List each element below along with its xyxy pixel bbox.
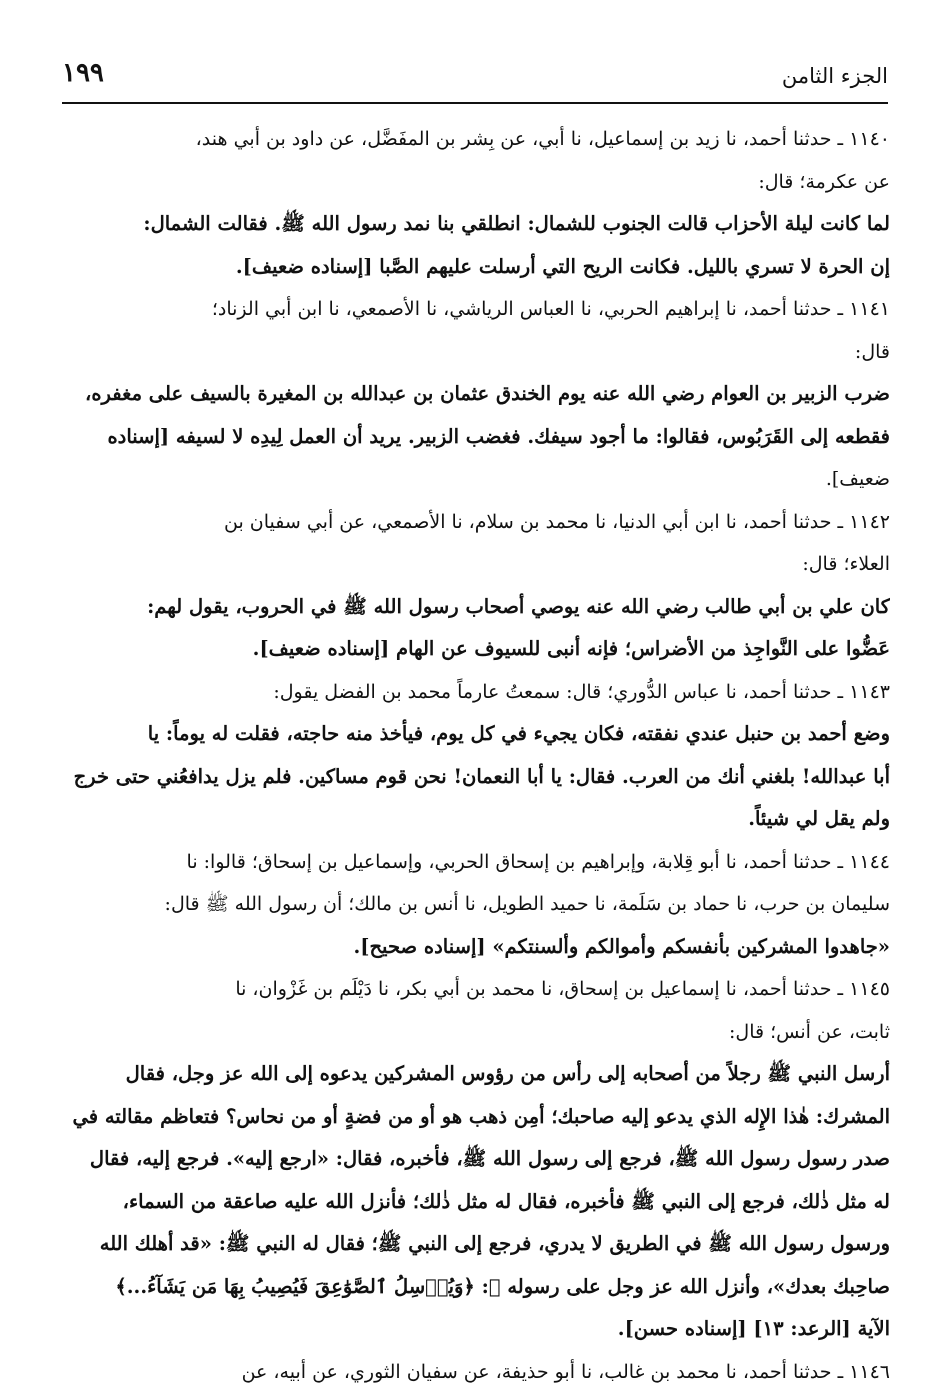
page-number: ١٩٩: [62, 58, 104, 88]
text-line: لما كانت ليلة الأحزاب قالت الجنوب للشمال: انطلقي بنا نمد رسول الله ﷺ. فقالت الشمال:: [48, 203, 890, 246]
text-line: قال:: [48, 331, 890, 374]
running-title: الجزء الثامن: [782, 64, 888, 88]
text-line: ضعيف].: [48, 458, 890, 501]
page-header: [62, 58, 888, 104]
text-line: ١١٤٥ ـ حدثنا أحمد، نا إسماعيل بن إسحاق، نا محمد بن أبي بكر، نا دَيْلَم بن غَزْوان، نا: [48, 968, 890, 1011]
page-body: [48, 118, 890, 1393]
text-line: أبا عبدالله! بلغني أنك من العرب. فقال: يا أبا النعمان! نحن قوم مساكين. فلم يزل يدافعُني حتى خرج: [48, 756, 890, 799]
text-line: ١١٤٣ ـ حدثنا أحمد، نا عباس الدُّوري؛ قال: سمعتُ عارماً محمد بن الفضل يقول:: [48, 671, 890, 714]
text-line: المشرك: هٰذا الإِله الذي يدعو إليه صاحبك؛ أمِن ذهب هو أو من فضةٍ أو من نحاس؟ فتعاظم مقالته في: [48, 1096, 890, 1139]
text-line: ١١٤٦ ـ حدثنا أحمد، نا محمد بن غالب، نا أبو حذيفة، عن سفيان الثوري، عن أبيه، عن: [48, 1351, 890, 1393]
text-line: عَضُّوا على النَّواجِذ من الأضراس؛ فإنه أنبى للسيوف عن الهام [إسناده ضعيف].: [48, 628, 890, 671]
text-line: كان علي بن أبي طالب رضي الله عنه يوصي أصحاب رسول الله ﷺ في الحروب، يقول لهم:: [48, 586, 890, 629]
text-line: ولم يقل لي شيئاً.: [48, 798, 890, 841]
text-line: ورسول رسول الله ﷺ في الطريق لا يدري، فرجع إلى النبي ﷺ؛ فقال له النبي ﷺ: «قد أهلك الله: [48, 1223, 890, 1266]
text-line: له مثل ذٰلك، فرجع إلى النبي ﷺ فأخبره، فقال له مثل ذٰلك؛ فأنزل الله عليه صاعقة من السماء،: [48, 1181, 890, 1224]
text-line: «جاهدوا المشركين بأنفسكم وأموالكم وألسنتكم» [إسناده صحيح].: [48, 926, 890, 969]
text-line: صاحِبك بعدك»، وأنزل الله عز وجل على رسوله ﷺ: ﴿وَيُرۡسِلُ ٱلصَّوَٰعِقَ فَيُصِيبُ بِهَا مَن يَشَآءُ...﴾: [48, 1266, 890, 1309]
text-line: ثابت، عن أنس؛ قال:: [48, 1011, 890, 1054]
text-line: وضع أحمد بن حنبل عندي نفقته، فكان يجيء في كل يوم، فيأخذ منه حاجته، فقلت له يوماً: يا: [48, 713, 890, 756]
text-line: ١١٤٠ ـ حدثنا أحمد، نا زيد بن إسماعيل، نا أبي، عن بِشر بن المفَضَّل، عن داود بن أبي هند،: [48, 118, 890, 161]
text-line: الآية [الرعد: ١٣] [إسناده حسن].: [48, 1308, 890, 1351]
text-line: صدر رسول رسول الله ﷺ، فرجع إلى رسول الله ﷺ، فأخبره، فقال: «ارجع إليه». فرجع إليه، فقال: [48, 1138, 890, 1181]
text-line: إن الحرة لا تسري بالليل. فكانت الريح التي أرسلت عليهم الصَّبا [إسناده ضعيف].: [48, 246, 890, 289]
text-line: ١١٤٤ ـ حدثنا أحمد، نا أبو قِلابة، وإبراهيم بن إسحاق الحربي، وإسماعيل بن إسحاق؛ قالوا: نا: [48, 841, 890, 884]
text-line: سليمان بن حرب، نا حماد بن سَلَمة، نا حميد الطويل، نا أنس بن مالك؛ أن رسول الله ﷺ قال:: [48, 883, 890, 926]
text-line: العلاء؛ قال:: [48, 543, 890, 586]
text-line: ١١٤٢ ـ حدثنا أحمد، نا ابن أبي الدنيا، نا محمد بن سلام، نا الأصمعي، عن أبي سفيان بن: [48, 501, 890, 544]
text-line: ١١٤١ ـ حدثنا أحمد، نا إبراهيم الحربي، نا العباس الرياشي، نا الأصمعي، نا ابن أبي الزناد؛: [48, 288, 890, 331]
text-line: أرسل النبي ﷺ رجلاً من أصحابه إلى رأس من رؤوس المشركين يدعوه إلى الله عز وجل، فقال: [48, 1053, 890, 1096]
text-line: فقطعه إلى القَرَبُوس، فقالوا: ما أجود سيفك. فغضب الزبير. يريد أن العمل لِيدِه لا لسيفه [إسناده: [48, 416, 890, 459]
text-line: عن عكرمة؛ قال:: [48, 161, 890, 204]
text-line: ضرب الزبير بن العوام رضي الله عنه يوم الخندق عثمان بن عبدالله بن المغيرة بالسيف على مغفره،: [48, 373, 890, 416]
